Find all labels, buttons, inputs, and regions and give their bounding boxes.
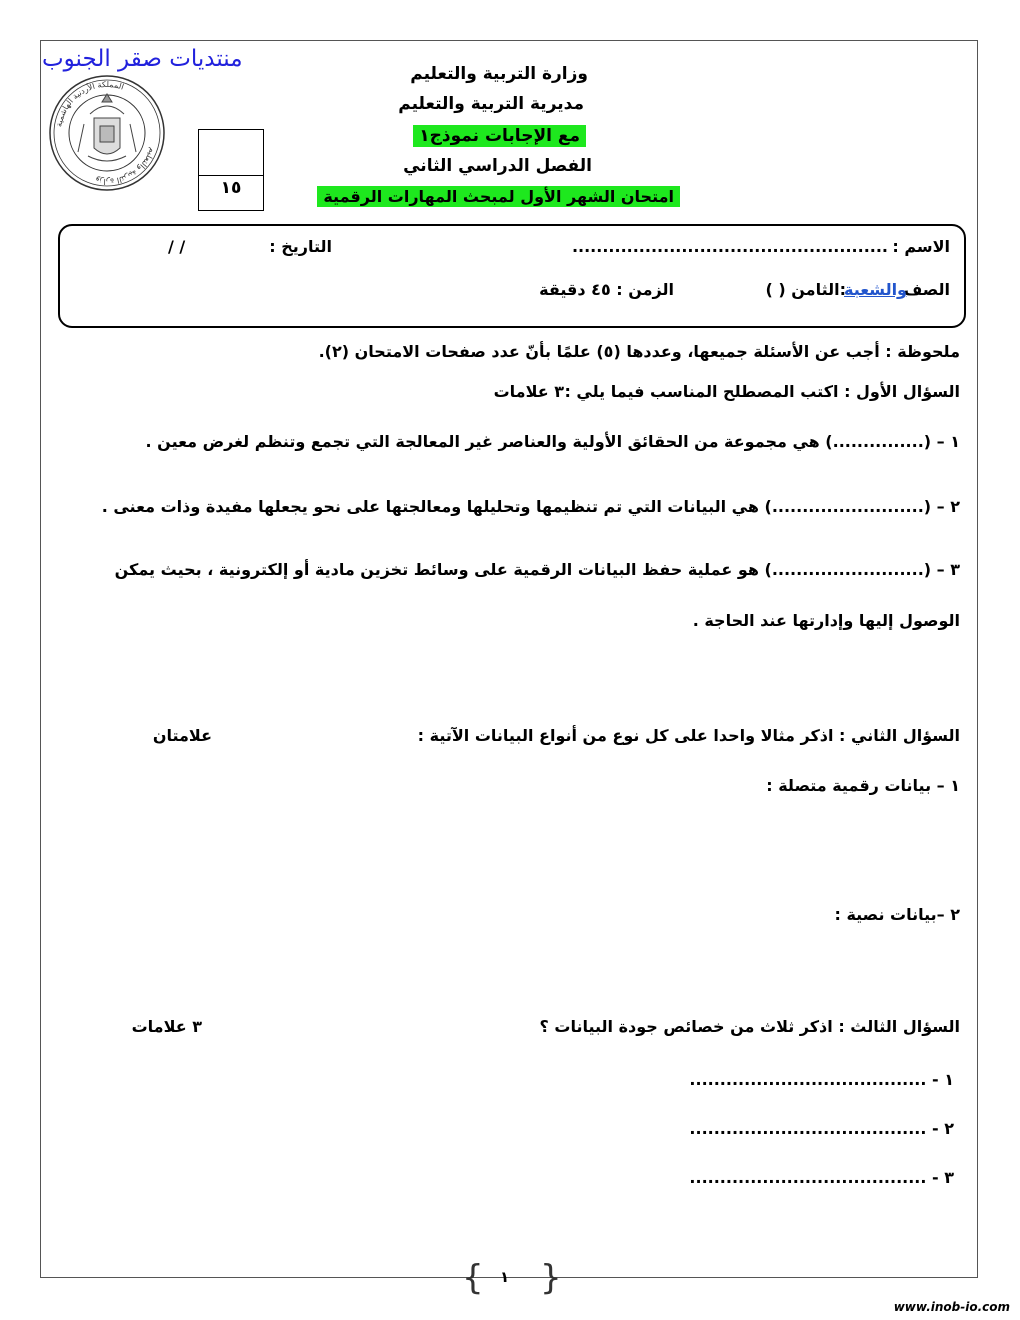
footer-rule-right [556, 1277, 872, 1278]
directorate-line: مديرية التربية والتعليم [398, 94, 584, 114]
class-value: :الثامن ( ) [765, 280, 846, 299]
date-label: التاريخ : [269, 237, 332, 256]
site-url[interactable]: www.inob-io.com [893, 1300, 1010, 1314]
page-bracket-right: } [540, 1258, 562, 1298]
ministry-line: وزارة التربية والتعليم [410, 64, 588, 84]
total-score: ١٥ [220, 178, 242, 198]
section-link[interactable]: والشعبة [844, 280, 907, 299]
emblem-ring-text-bottom: وزارة التربية والتعليم [94, 146, 158, 187]
q1-item-3: ٣ – (.........................) هو عملية حفظ البيانات الرقمية على وسائط تخزين مادية أو إلكترونية ، بحيث يمكن [114, 560, 960, 579]
q2-item-1: ١ – بيانات رقمية متصلة : [766, 776, 960, 795]
footer-rule-left [145, 1277, 463, 1278]
exam-title: امتحان الشهر الأول لمبحث المهارات الرقمية [317, 186, 680, 207]
answers-model-label: مع الإجابات نموذج١ [413, 125, 586, 147]
q3-marks: ٣ علامات [131, 1017, 202, 1036]
q2-marks: علامتان [152, 726, 212, 745]
jordan-crest-icon [48, 74, 166, 192]
score-box [198, 129, 264, 211]
emblem-ring-text: المملكة الأردنية الهاشمية [54, 79, 125, 128]
class-label: الصف [903, 280, 950, 299]
exam-time: الزمن : ٤٥ دقيقة [539, 280, 674, 299]
semester-line: الفصل الدراسي الثاني [403, 156, 592, 176]
page-number: ١ [500, 1268, 510, 1286]
forum-watermark: منتديات صقر الجنوب [42, 46, 243, 72]
q1-item-2: ٢ – (.........................) هي البيانات التي تم تنظيمها وتحليلها ومعالجتها على نحو يجعلها مفيدة وذات معنى . [101, 497, 960, 516]
q1-marks: ٣ علامات [493, 382, 564, 401]
q1-item-3-continued: الوصول إليها وإدارتها عند الحاجة . [692, 611, 960, 630]
section-link-wrapper [844, 280, 907, 299]
page-bracket-left: { [462, 1258, 484, 1298]
q2-title: السؤال الثاني : اذكر مثالا واحدا على كل نوع من أنواع البيانات الآتية : [417, 726, 960, 745]
exam-note: ملحوظة : أجب عن الأسئلة جميعها، وعددها (٥) علمًا بأنّ عدد صفحات الامتحان (٢). [318, 342, 960, 361]
date-field[interactable]: / / [168, 237, 186, 256]
q1-title: السؤال الأول : اكتب المصطلح المناسب فيما يلي : [564, 382, 960, 401]
q3-title: السؤال الثالث : اذكر ثلاث من خصائص جودة البيانات ؟ [539, 1017, 960, 1036]
name-field[interactable]: .................................................... [571, 237, 888, 256]
q3-item-3: ٣ - ....................................... [689, 1168, 954, 1187]
q1-item-1: ١ – (...............) هي مجموعة من الحقائق الأولية والعناصر غير المعالجة التي تجمع وتنظم لغرض معين . [145, 432, 960, 451]
name-label: الاسم : [892, 237, 950, 256]
q3-item-1: ١ - ....................................... [689, 1070, 954, 1089]
q3-item-2: ٢ - ....................................... [689, 1119, 954, 1138]
q2-item-2: ٢ –بيانات نصية : [834, 905, 960, 924]
